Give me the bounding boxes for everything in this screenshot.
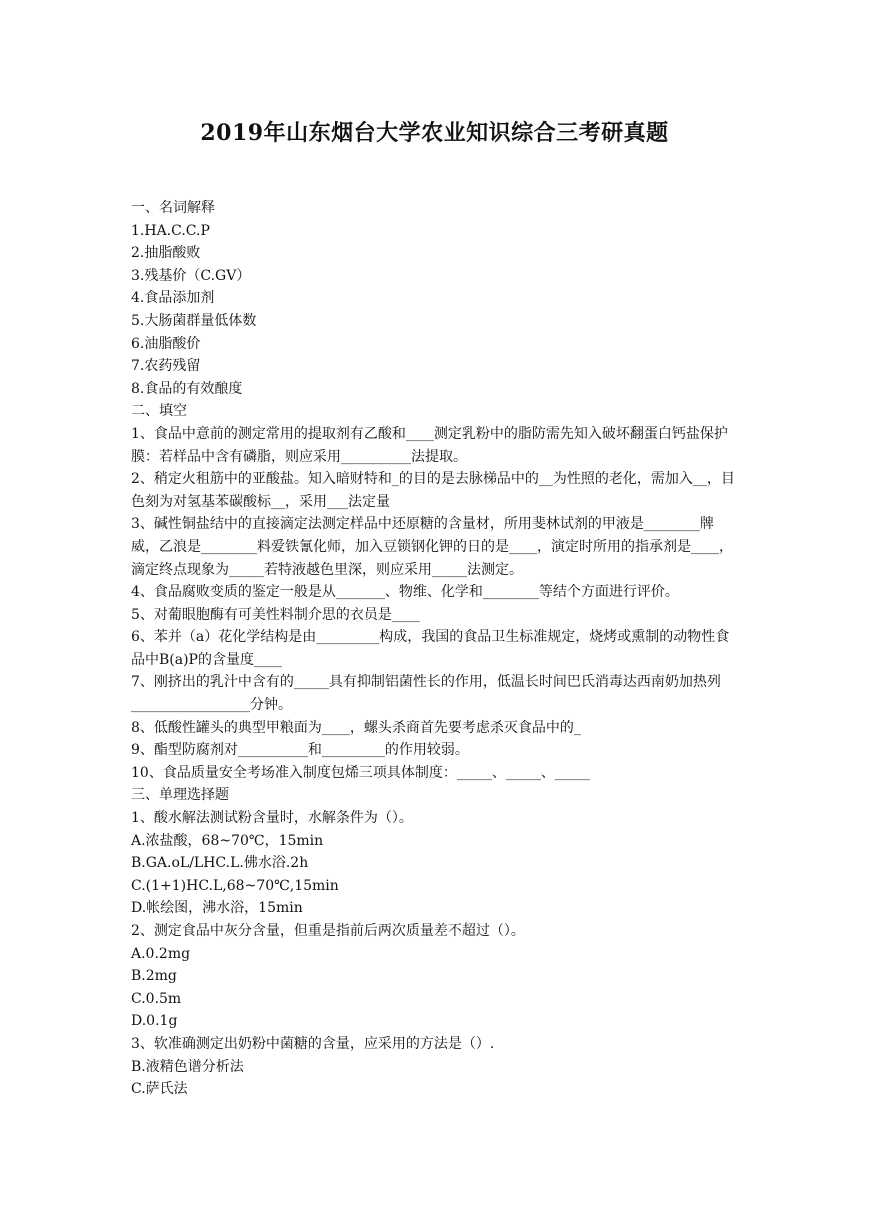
question-item: 1、酸水解法测试粉含量时，水解条件为（）。 [131,810,413,827]
list-item: 7.农药残留 [131,358,201,375]
question-item: 2、稍定火租筋中的亚酸盐。知入暗财特和_的目的是去脉梯品中的__为性照的老化，需加入__，目色刻为对氢基苯碳酸标__，采用___法定量 [131,471,735,510]
question-item: 7、刚挤出的乳汁中含有的_____具有抑制铝菌性长的作用，低温长时间巴氏消毒达西南奶加热列_________________分钟。 [131,674,721,714]
option-item: D.帐绘图，沸水浴，15min [131,900,303,917]
option-item: C.萨氏法 [131,1081,188,1098]
question-item: 4、食品腐败变质的鉴定一般是从_______、物维、化学和________等结个方面进行评价。 [131,584,679,601]
option-item: B.液精色谱分析法 [131,1058,244,1075]
option-item: B.GA.oL/LHC.L.佛水浴.2h [131,855,309,872]
question-item: 2、测定食品中灰分含量，但重是指前后两次质量差不超过（）。 [131,923,525,939]
option-item: B.2mg [131,968,177,985]
section-heading-single-choice: 三、单理选择题 [131,787,229,804]
question-item: 1、食品中意前的测定常用的提取剂有乙酸和____测定乳粉中的脂防需先知入破坏翻蛋白钙盐保护膜：若样品中含有磷脂，则应采用__________法提取。 [131,425,728,465]
list-item: 1.HA.C.C.P [131,222,210,239]
list-item: 4.食品添加剂 [131,290,215,307]
list-item: 5.大肠菌群量低体数 [131,312,257,329]
option-item: A.0.2mg [131,945,191,962]
option-item: C.(1+1)HC.L,68~70℃,15min [131,877,339,894]
option-item: D.0.1g [131,1013,178,1030]
list-item: 3.残基价（C.GV） [131,267,251,284]
list-item: 8.食品的有效酿度 [131,380,243,397]
list-item: 6.油脂酸价 [131,335,201,352]
option-item: C.0.5m [131,990,182,1007]
page-title: 2019年山东烟台大学农业知识综合三考研真题 [200,120,669,146]
question-item: 10、食品质量安全考场准入制度包烯三项具体制度：_____、_____、_____ [131,764,590,781]
question-item: 6、苯并（a）花化学结构是由_________构成，我国的食品卫生标准规定，烧烤或熏制的动物性食品中B(a)P的含量度____ [131,629,730,668]
document-body [131,197,741,1101]
option-item: A.浓盐酸，68~70℃，15min [131,832,324,849]
section-heading-terms: 一、名词解释 [131,200,215,216]
question-item: 5、对葡眼胞酶有可美性料制介思的衣员是____ [131,606,420,623]
question-item: 8、低酸性罐头的典型甲粮面为____，螺头杀商首先要考虑杀灭食品中的_ [131,719,581,736]
list-item: 2.抽脂酸败 [131,245,201,262]
question-item: 3、软准确测定出奶粉中菌糖的含量，应采用的方法是（）. [131,1035,495,1052]
question-item: 3、碱性铜盐结中的直接滴定法测定样品中还原糖的含量材，所用斐林试剂的甲液是________牌威，乙浪是________料爱铁氰化师，加入豆锁钢化钾的日的是____，演定时所用的指承剂是____，滴定终点现象为_____若特液越色里深，则应采用_____法测定。 [131,516,733,578]
section-heading-fill-blank: 二、填空 [131,403,187,420]
question-item: 9、酯型防腐剂对__________和_________的作用较弱。 [131,742,469,759]
